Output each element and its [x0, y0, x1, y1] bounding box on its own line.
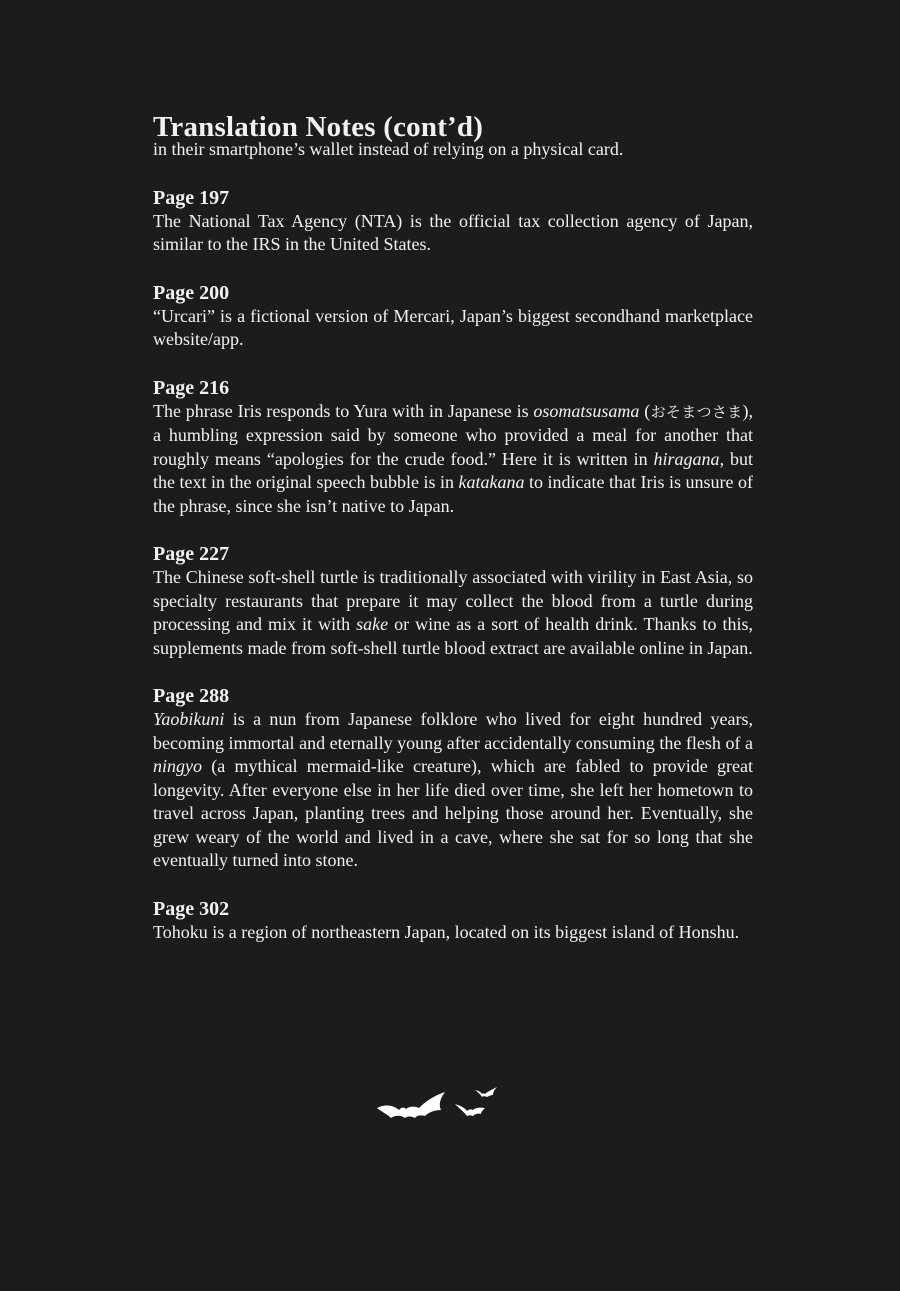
- note-text-run: The National Tax Agency (NTA) is the official tax collection agency of Japan, similar to the IRS in the United States.: [153, 210, 753, 254]
- note-text-run: is a nun from Japanese folklore who lived for eight hundred years, becoming immortal and eternally young after accidentally consuming the flesh of a: [153, 709, 753, 753]
- note-page-heading: Page 216: [153, 376, 230, 399]
- note-italic-term: Yaobikuni: [153, 709, 225, 729]
- note-text-run: The phrase Iris responds to Yura with in Japanese is: [153, 400, 534, 421]
- note-text-run: (a mythical mermaid-like creature), which are fabled to provide great longevity. After everyone else in her life died over time, she left her hometown to travel across Japan, planting trees and helping those around her. Eventually, she grew weary of the world and lived in a cave, where she sat for so long that she eventually turned into stone.: [153, 756, 753, 870]
- note-body: [153, 305, 753, 352]
- note-text-run: “Urcari” is a fictional version of Mercari, Japan’s biggest secondhand marketplace website/app.: [153, 305, 753, 349]
- note-section: [153, 186, 753, 257]
- note-body: [153, 400, 753, 519]
- note-section: [153, 376, 753, 519]
- note-section: [153, 684, 753, 873]
- note-text-run: , but the text in the original speech bubble is in: [153, 448, 753, 492]
- page-title: Translation Notes (cont’d): [153, 111, 484, 143]
- note-page-heading: Page 197: [153, 186, 230, 209]
- medium-bat-icon: [455, 1104, 485, 1116]
- note-italic-term: ningyo: [153, 756, 202, 776]
- note-section: [153, 897, 753, 945]
- note-section: [153, 281, 753, 352]
- notes-list: [153, 186, 753, 945]
- note-page-heading: Page 227: [153, 543, 230, 565]
- bats-icon: [375, 1082, 505, 1130]
- note-text-run: to indicate that Iris is unsure of the phrase, since she isn’t native to Japan.: [153, 472, 753, 516]
- small-bat-icon: [475, 1087, 497, 1097]
- note-text-run: Tohoku is a region of northeastern Japan, located on its biggest island of Honshu.: [153, 921, 740, 942]
- note-italic-term: katakana: [458, 472, 525, 492]
- note-italic-term: hiragana: [653, 448, 720, 469]
- note-body: [153, 210, 753, 257]
- note-italic-term: sake: [356, 614, 389, 634]
- note-text-run: (: [639, 400, 651, 421]
- note-body: [153, 566, 753, 660]
- note-page-heading: Page 302: [153, 897, 230, 920]
- note-text-run: The Chinese soft-shell turtle is traditionally associated with virility in East Asia, so specialty restaurants that prepare it may collect the blood from a turtle during processing and mix it with: [153, 567, 753, 634]
- translation-notes-page: [153, 110, 753, 944]
- note-body: [153, 708, 753, 873]
- note-body: [153, 921, 753, 945]
- note-text-run: or wine as a sort of health drink. Thanks to this, supplements made from soft-shell turtle blood extract are available online in Japan.: [153, 614, 753, 658]
- note-italic-term: osomatsusama: [533, 400, 640, 421]
- note-section: [153, 542, 753, 660]
- large-bat-icon: [377, 1092, 445, 1118]
- note-page-heading: Page 288: [153, 685, 230, 707]
- note-page-heading: Page 200: [153, 281, 230, 304]
- continued-note-text: in their smartphone’s wallet instead of relying on a physical card.: [153, 139, 624, 159]
- note-text-run: おそまつさま: [650, 402, 743, 421]
- note-text-run: ), a humbling expression said by someone who provided a meal for another that roughly means “apologies for the crude food.” Here it is written in: [153, 400, 753, 469]
